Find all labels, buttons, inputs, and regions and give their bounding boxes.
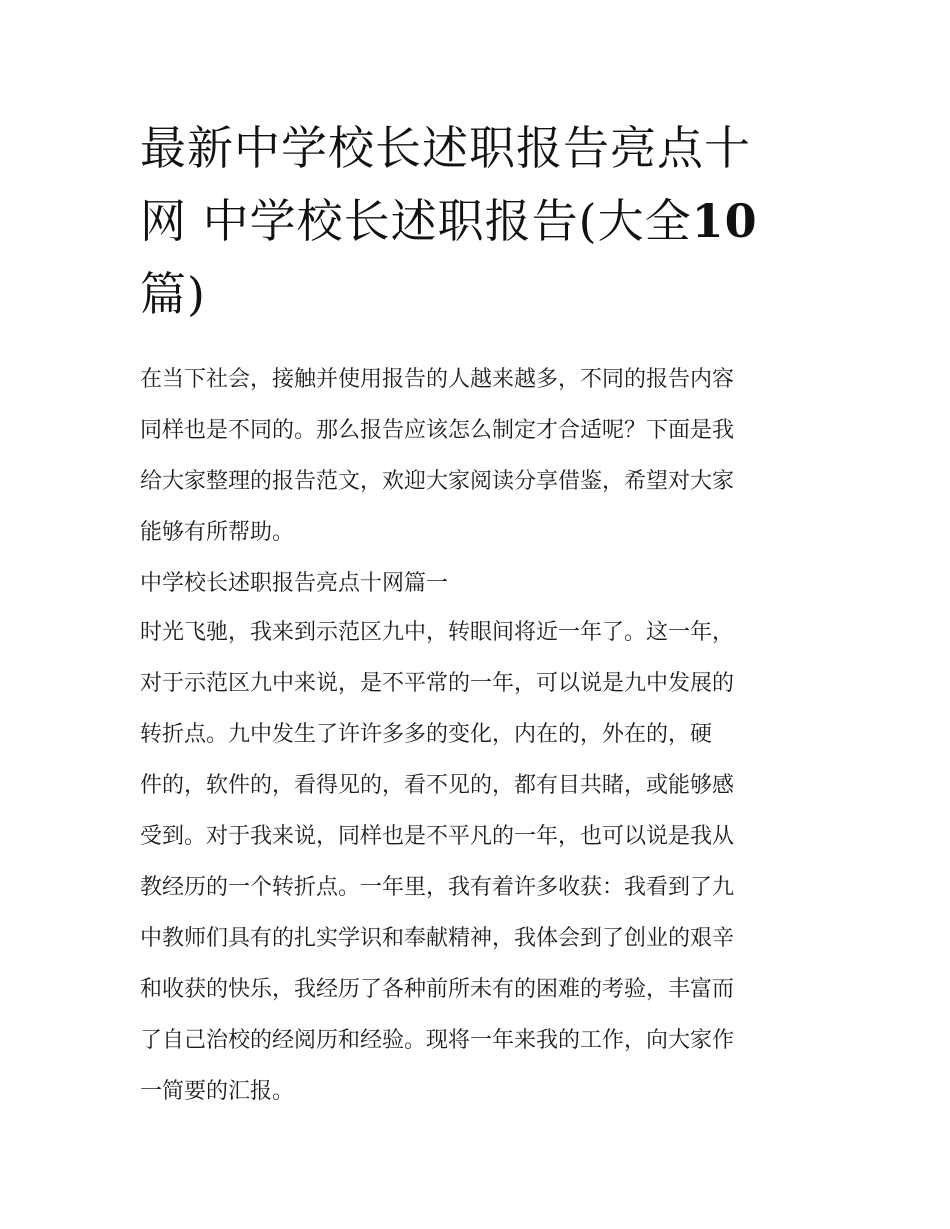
section-heading: 中学校长述职报告亮点十网篇一	[140, 571, 449, 596]
body-line: 对于示范区九中来说，是不平常的一年，可以说是九中发展的	[140, 671, 735, 696]
body-line: 转折点。九中发生了许许多多的变化，内在的，外在的，硬	[140, 722, 713, 747]
body-line: 和收获的快乐，我经历了各种前所未有的困难的考验，丰富而	[140, 977, 735, 1002]
intro-paragraph	[140, 354, 820, 558]
intro-line: 在当下社会，接触并使用报告的人越来越多，不同的报告内容	[140, 367, 735, 392]
title-number: 10	[691, 194, 758, 248]
intro-line: 给大家整理的报告范文，欢迎大家阅读分享借鉴，希望对大家	[140, 469, 735, 494]
intro-line: 能够有所帮助。	[140, 520, 295, 545]
title-line-2-text: 网 中学校长述职报告(大全	[140, 194, 692, 248]
body-line: 受到。对于我来说，同样也是不平凡的一年，也可以说是我从	[140, 824, 735, 849]
body-line: 中教师们具有的扎实学识和奉献精神，我体会到了创业的艰辛	[140, 926, 735, 951]
body-line: 教经历的一个转折点。一年里，我有着许多收获：我看到了九	[140, 875, 735, 900]
body-paragraph	[140, 607, 820, 1117]
document-title	[140, 112, 840, 331]
title-line-1: 最新中学校长述职报告亮点十	[140, 121, 751, 175]
body-line: 一简要的汇报。	[140, 1079, 295, 1104]
title-line-2	[140, 185, 840, 258]
body-line: 了自己治校的经阅历和经验。现将一年来我的工作，向大家作	[140, 1028, 735, 1053]
body-line: 时光飞驰，我来到示范区九中，转眼间将近一年了。这一年，	[140, 620, 735, 645]
title-line-3: 篇)	[140, 267, 206, 321]
body-line: 件的，软件的，看得见的，看不见的，都有目共睹，或能够感	[140, 773, 735, 798]
intro-line: 同样也是不同的。那么报告应该怎么制定才合适呢？下面是我	[140, 418, 735, 443]
